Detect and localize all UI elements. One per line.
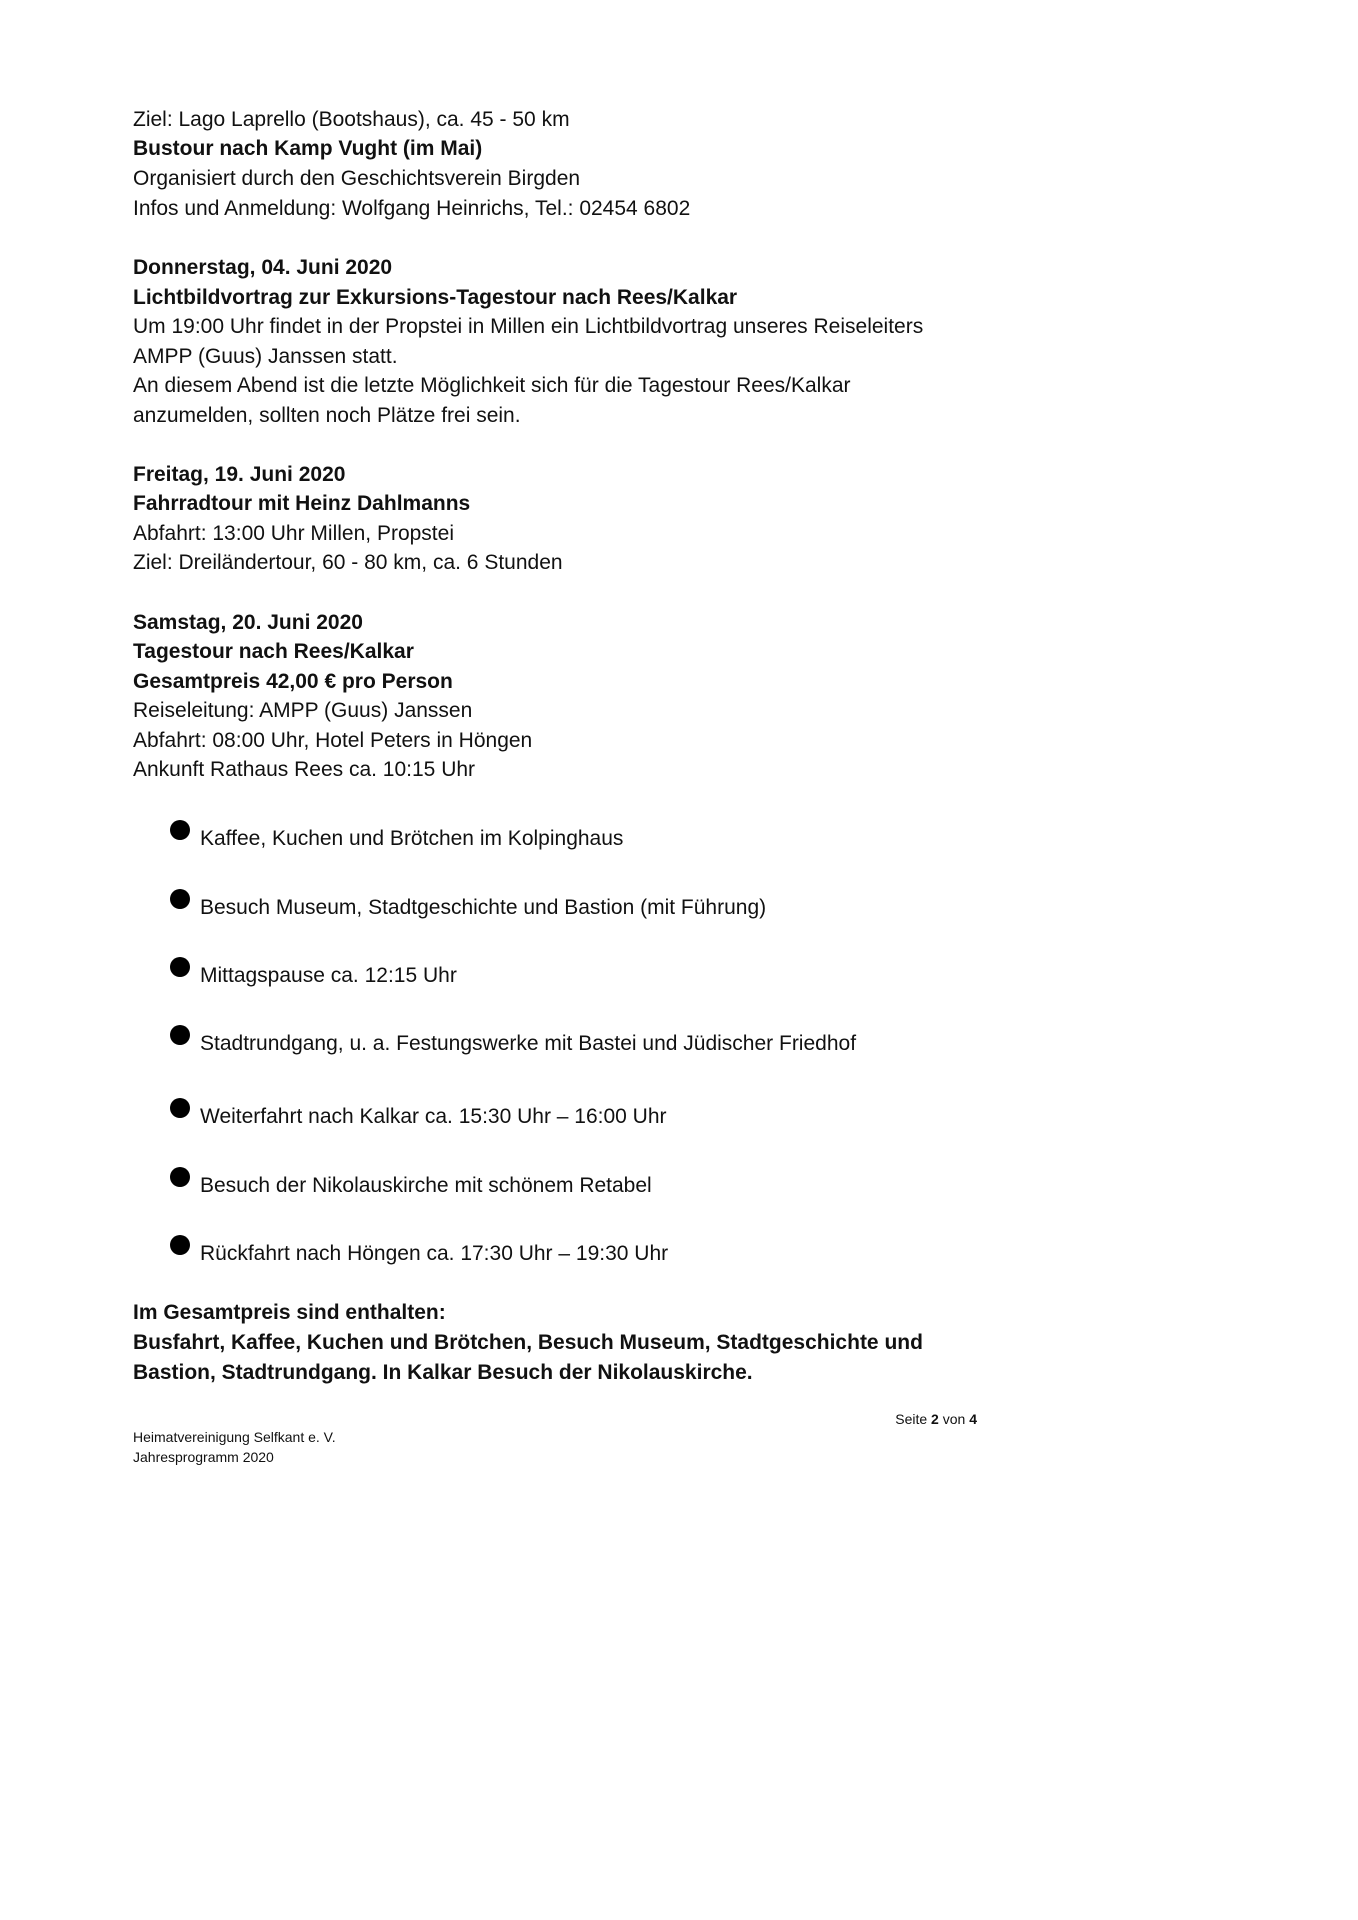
list-item-text: Mittagspause ca. 12:15 Uhr <box>200 964 457 987</box>
ziel-line: Ziel: Lago Laprello (Bootshaus), ca. 45 - 50 km <box>133 108 570 131</box>
page-prefix: Seite <box>895 1411 928 1427</box>
destination-line: Ziel: Dreiländertour, 60 - 80 km, ca. 6 Stunden <box>133 551 563 574</box>
list-item-text: Weiterfahrt nach Kalkar ca. 15:30 Uhr – 16:00 Uhr <box>200 1105 667 1128</box>
list-item-text: Rückfahrt nach Höngen ca. 17:30 Uhr – 19:30 Uhr <box>200 1242 669 1265</box>
contact-line: Infos und Anmeldung: Wolfgang Heinrichs, Tel.: 02454 6802 <box>133 197 691 220</box>
bullet-icon <box>170 820 190 840</box>
event-title: Fahrradtour mit Heinz Dahlmanns <box>133 492 471 515</box>
list-item-text: Stadtrundgang, u. a. Festungswerke mit Bastei und Jüdischer Friedhof <box>200 1032 857 1055</box>
page-total: 4 <box>969 1411 977 1427</box>
bullet-icon <box>170 957 190 977</box>
event-title: Tagestour nach Rees/Kalkar <box>133 640 414 663</box>
event-date: Donnerstag, 04. Juni 2020 <box>133 256 393 279</box>
included-text-line: Busfahrt, Kaffee, Kuchen und Brötchen, Besuch Museum, Stadtgeschichte und <box>133 1331 923 1354</box>
bustour-heading: Bustour nach Kamp Vught (im Mai) <box>133 137 483 160</box>
list-item-text: Besuch Museum, Stadtgeschichte und Bastion (mit Führung) <box>200 896 767 919</box>
footer-organization: Heimatvereinigung Selfkant e. V. <box>133 1429 336 1445</box>
guide-line: Reiseleitung: AMPP (Guus) Janssen <box>133 699 473 722</box>
organizer-line: Organisiert durch den Geschichtsverein Birgden <box>133 167 581 190</box>
arrival-line: Ankunft Rathaus Rees ca. 10:15 Uhr <box>133 758 476 781</box>
event-date: Samstag, 20. Juni 2020 <box>133 611 363 634</box>
event-text-line: An diesem Abend ist die letzte Möglichkeit sich für die Tagestour Rees/Kalkar <box>133 374 851 397</box>
page-separator: von <box>942 1411 966 1427</box>
list-item-text: Besuch der Nikolauskirche mit schönem Retabel <box>200 1174 652 1197</box>
bullet-icon <box>170 889 190 909</box>
event-text-line: AMPP (Guus) Janssen statt. <box>133 345 398 368</box>
event-text-line: anzumelden, sollten noch Plätze frei sein. <box>133 404 521 427</box>
page-current: 2 <box>931 1411 939 1427</box>
event-text-line: Um 19:00 Uhr findet in der Propstei in Millen ein Lichtbildvortrag unseres Reiseleiters <box>133 315 924 338</box>
bullet-icon <box>170 1025 190 1045</box>
departure-line: Abfahrt: 13:00 Uhr Millen, Propstei <box>133 522 454 545</box>
bullet-icon <box>170 1167 190 1187</box>
included-text-line: Bastion, Stadtrundgang. In Kalkar Besuch der Nikolauskirche. <box>133 1361 753 1384</box>
footer-program: Jahresprogramm 2020 <box>133 1449 274 1465</box>
bullet-icon <box>170 1235 190 1255</box>
event-date: Freitag, 19. Juni 2020 <box>133 463 346 486</box>
departure-line: Abfahrt: 08:00 Uhr, Hotel Peters in Höngen <box>133 729 533 752</box>
list-item-text: Kaffee, Kuchen und Brötchen im Kolpinghaus <box>200 827 624 850</box>
page-indicator <box>895 1409 977 1429</box>
bullet-icon <box>170 1098 190 1118</box>
price-line: Gesamtpreis 42,00 € pro Person <box>133 670 453 693</box>
event-title: Lichtbildvortrag zur Exkursions-Tagestour nach Rees/Kalkar <box>133 286 738 309</box>
included-heading: Im Gesamtpreis sind enthalten: <box>133 1301 446 1324</box>
